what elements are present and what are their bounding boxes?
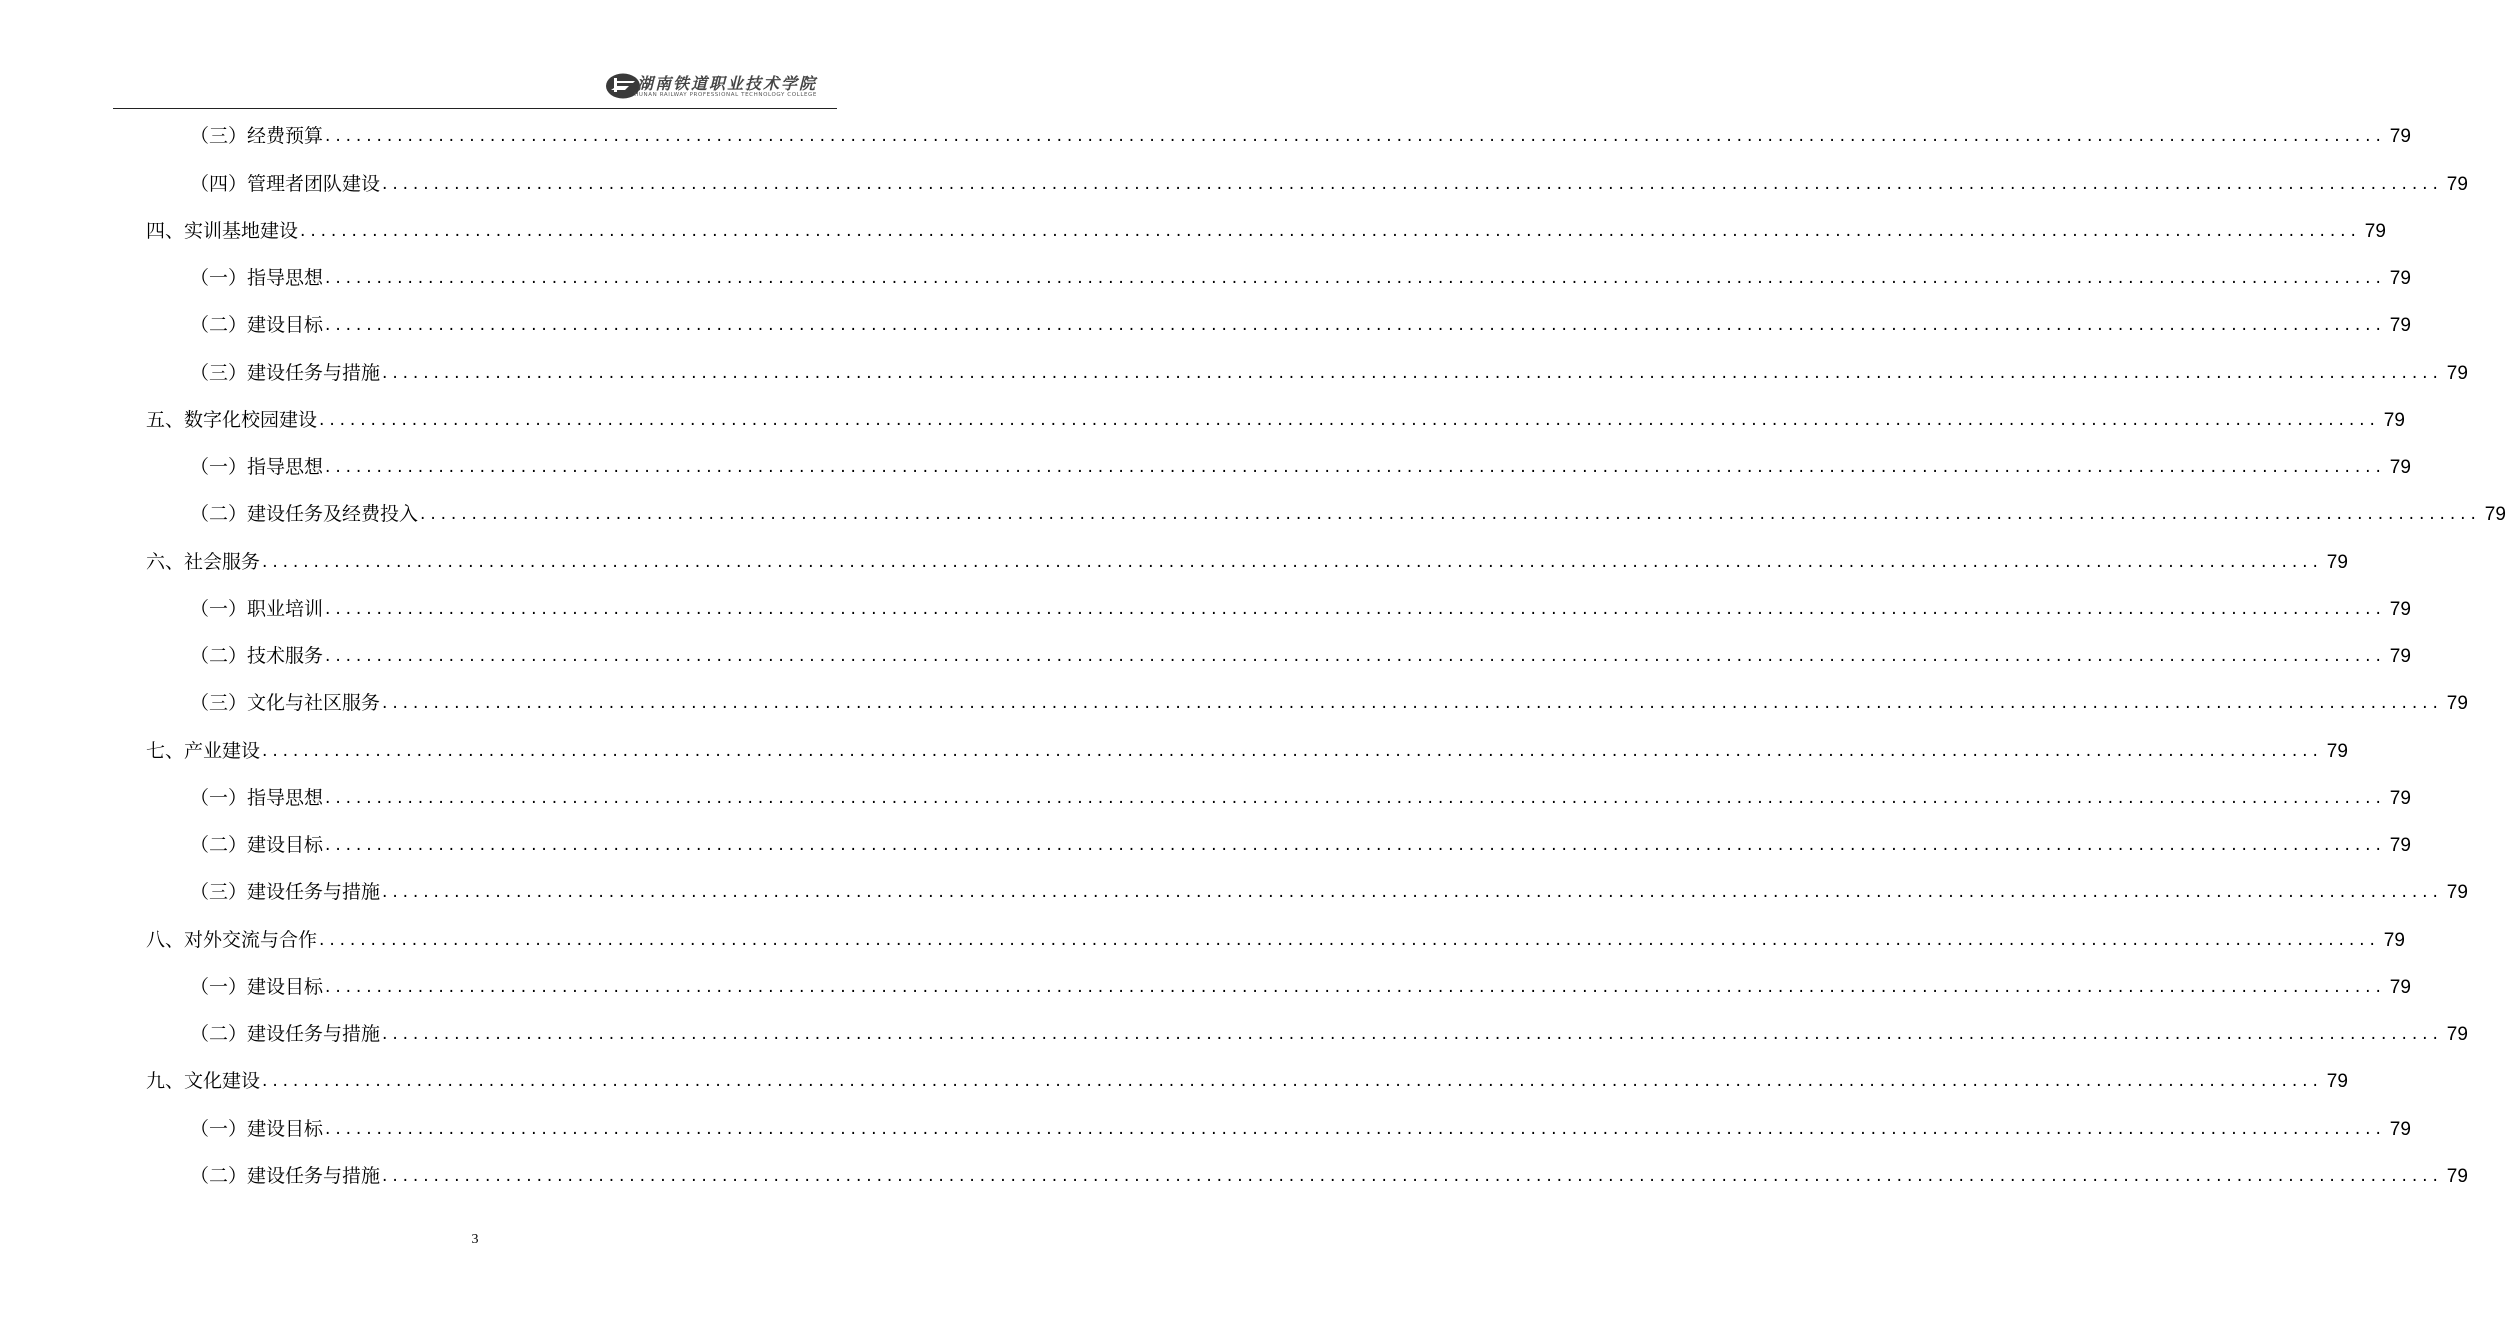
toc-entry-title: （三）经费预算	[190, 125, 324, 148]
toc-entry-title: 七、产业建设	[146, 739, 261, 762]
toc-entry[interactable]	[146, 444, 2411, 491]
toc-entry[interactable]	[146, 633, 2411, 680]
toc-entry-page: 79	[2446, 173, 2468, 195]
toc-entry-title: （二）建设目标	[190, 834, 324, 856]
college-name: 湖南铁道职业技术学院	[636, 74, 817, 93]
toc-entry[interactable]	[146, 680, 2468, 727]
page-header	[113, 68, 837, 108]
toc-entry-title: （二）建设任务与措施	[190, 1023, 381, 1045]
toc-dot-leader: ........................................................................................................................................................................................................	[325, 1118, 2386, 1139]
toc-entry-title: （一）建设目标	[190, 1117, 324, 1140]
toc-dot-leader: ........................................................................................................................................................................................................	[262, 740, 2323, 761]
toc-entry-page: 79	[2389, 835, 2411, 856]
toc-entry-title: （二）建设任务及经费投入	[190, 503, 419, 526]
toc-entry-title: 九、文化建设	[146, 1070, 261, 1093]
toc-dot-leader: ........................................................................................................................................................................................................	[325, 646, 2386, 666]
toc-entry-title: （三）建设任务与措施	[190, 361, 381, 384]
toc-entry-title: （四）管理者团队建设	[190, 172, 381, 195]
toc-dot-leader: ........................................................................................................................................................................................................	[382, 882, 2443, 903]
toc-dot-leader: ........................................................................................................................................................................................................	[319, 929, 2380, 950]
toc-entry[interactable]	[146, 113, 2411, 160]
toc-entry[interactable]	[146, 916, 2405, 963]
toc-dot-leader: ........................................................................................................................................................................................................	[382, 1165, 2443, 1186]
toc-entry-page: 79	[2383, 409, 2405, 431]
toc-entry[interactable]	[146, 397, 2405, 444]
toc-entry-title: （三）建设任务与措施	[190, 881, 381, 904]
toc-dot-leader: ........................................................................................................................................................................................................	[420, 504, 2481, 525]
toc-entry[interactable]	[146, 491, 2506, 538]
toc-entry-title: （二）技术服务	[190, 645, 324, 667]
toc-dot-leader: ........................................................................................................................................................................................................	[319, 409, 2380, 430]
toc-entry[interactable]	[146, 964, 2411, 1011]
table-of-contents	[146, 113, 2506, 1200]
toc-entry-title: （三）文化与社区服务	[190, 692, 381, 715]
toc-entry-page: 79	[2389, 315, 2411, 337]
toc-entry-page: 79	[2389, 268, 2411, 289]
toc-entry-title: （二）建设目标	[190, 314, 324, 337]
page-number: 3	[471, 1232, 479, 1247]
toc-entry-page: 79	[2389, 646, 2411, 667]
toc-dot-leader: ........................................................................................................................................................................................................	[325, 268, 2386, 288]
toc-entry-title: （二）建设任务与措施	[190, 1164, 381, 1187]
toc-entry-page: 79	[2389, 457, 2411, 478]
toc-entry-title: （一）建设目标	[190, 975, 324, 998]
toc-entry-page: 79	[2389, 1118, 2411, 1140]
toc-entry-title: （一）指导思想	[190, 456, 324, 478]
toc-dot-leader: ........................................................................................................................................................................................................	[325, 598, 2386, 619]
toc-entry-page: 79	[2446, 1165, 2468, 1187]
toc-entry[interactable]	[146, 1153, 2468, 1200]
toc-entry-page: 79	[2446, 1024, 2468, 1045]
toc-entry[interactable]	[146, 538, 2348, 585]
toc-entry-page: 79	[2326, 1071, 2348, 1093]
toc-entry[interactable]	[146, 869, 2468, 916]
toc-entry[interactable]	[146, 208, 2386, 255]
toc-dot-leader: ........................................................................................................................................................................................................	[382, 173, 2443, 194]
toc-entry[interactable]	[146, 302, 2411, 349]
toc-dot-leader: ........................................................................................................................................................................................................	[325, 976, 2386, 997]
toc-entry-page: 79	[2389, 976, 2411, 998]
toc-entry-title: （一）指导思想	[190, 786, 324, 809]
toc-entry-title: 五、数字化校园建设	[146, 408, 318, 431]
toc-entry-title: 四、实训基地建设	[146, 219, 299, 242]
college-name-english: HUNAN RAILWAY PROFESSIONAL TECHNOLOGY COLLEGE	[634, 92, 817, 98]
toc-entry[interactable]	[146, 1105, 2411, 1152]
toc-entry-page: 79	[2446, 693, 2468, 715]
toc-dot-leader: ........................................................................................................................................................................................................	[382, 693, 2443, 714]
toc-entry-page: 79	[2364, 220, 2386, 242]
toc-entry-page: 79	[2326, 551, 2348, 573]
toc-entry-page: 79	[2484, 504, 2506, 526]
toc-entry[interactable]	[146, 822, 2411, 869]
toc-entry-title: （一）指导思想	[190, 267, 324, 289]
header-divider	[113, 108, 837, 109]
toc-dot-leader: ........................................................................................................................................................................................................	[262, 551, 2323, 572]
toc-dot-leader: ........................................................................................................................................................................................................	[325, 126, 2386, 147]
toc-entry-title: 六、社会服务	[146, 550, 261, 573]
toc-entry-page: 79	[2383, 929, 2405, 951]
toc-entry[interactable]	[146, 255, 2411, 302]
toc-entry-page: 79	[2326, 740, 2348, 762]
toc-entry[interactable]	[146, 586, 2411, 633]
toc-entry[interactable]	[146, 1011, 2468, 1058]
toc-dot-leader: ........................................................................................................................................................................................................	[300, 220, 2361, 241]
toc-entry-page: 79	[2446, 362, 2468, 384]
toc-dot-leader: ........................................................................................................................................................................................................	[325, 835, 2386, 855]
toc-entry[interactable]	[146, 1058, 2348, 1105]
toc-dot-leader: ........................................................................................................................................................................................................	[262, 1071, 2323, 1092]
toc-dot-leader: ........................................................................................................................................................................................................	[382, 1024, 2443, 1044]
toc-entry-page: 79	[2389, 126, 2411, 148]
toc-entry[interactable]	[146, 349, 2468, 396]
toc-entry-page: 79	[2389, 787, 2411, 809]
toc-entry[interactable]	[146, 775, 2411, 822]
toc-entry-title: （一）职业培训	[190, 597, 324, 620]
toc-entry[interactable]	[146, 160, 2468, 207]
toc-dot-leader: ........................................................................................................................................................................................................	[325, 457, 2386, 477]
toc-entry-title: 八、对外交流与合作	[146, 928, 318, 951]
toc-entry-page: 79	[2389, 598, 2411, 620]
toc-entry[interactable]	[146, 727, 2348, 774]
toc-dot-leader: ........................................................................................................................................................................................................	[382, 362, 2443, 383]
toc-dot-leader: ........................................................................................................................................................................................................	[325, 787, 2386, 808]
toc-dot-leader: ........................................................................................................................................................................................................	[325, 315, 2386, 336]
toc-entry-page: 79	[2446, 882, 2468, 904]
